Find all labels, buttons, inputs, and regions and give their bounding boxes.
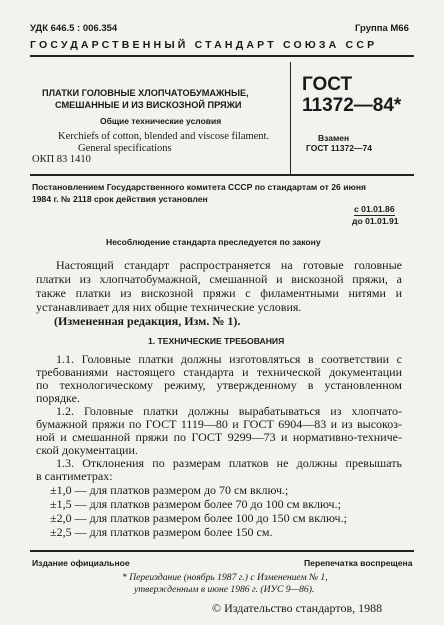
title-ru-line1: ПЛАТКИ ГОЛОВНЫЕ ХЛОПЧАТОБУМАЖНЫЕ, [42, 88, 249, 98]
tolerance-item: ±1,0 — для платков размером до 70 см включ.; [50, 483, 289, 497]
title-en-line1: Kerchiefs of cotton, blended and viscose filament. [58, 131, 270, 142]
title-divider [30, 174, 414, 176]
gost-label: ГОСТ [302, 74, 353, 95]
official-edition: Издание официальное [32, 558, 130, 568]
intro-line: платки из хлопчатобумажной, смешанной и вискозной пряжи, а [36, 272, 402, 286]
intro-line: устанавливает для них общие технические условия. [36, 300, 302, 314]
paragraph-1-1-line: 1.1. Головные платки должны изготовляться в соответствии с [56, 352, 402, 366]
paragraph-1-2-line: бумажной пряжи по ГОСТ 1119—80 и ГОСТ 6904—83 и из высокоз- [36, 417, 402, 431]
decree-line1: Постановлением Государственного комитета СССР по стандартам от 26 июня [32, 182, 367, 192]
decree-line2: 1984 г. № 2118 срок действия установлен [32, 194, 208, 204]
validity-from: с 01.01.86 [354, 204, 395, 214]
subtitle-ru: Общие технические условия [100, 116, 222, 126]
okp-code: ОКП 83 1410 [32, 154, 91, 165]
replaces-value: ГОСТ 11372—74 [306, 143, 372, 153]
reissue-note-line1: * Переиздание (ноябрь 1987 г.) с Изменением № 1, [122, 572, 328, 583]
paragraph-1-2-line: ной и смешанной пряжи по ГОСТ 9299—73 и нормативно-техниче- [36, 430, 402, 444]
legal-warning: Несоблюдение стандарта преследуется по закону [106, 237, 321, 247]
state-standard-heading: ГОСУДАРСТВЕННЫЙ СТАНДАРТ СОЮЗА ССР [30, 39, 378, 51]
amendment-note: (Измененная редакция, Изм. № 1). [54, 314, 241, 328]
paragraph-1-1-line: требованиями настоящего стандарта и технической документации [36, 365, 402, 379]
paragraph-1-1-line: порядке. [36, 391, 80, 405]
title-ru-line2: СМЕШАННЫЕ И ИЗ ВИСКОЗНОЙ ПРЯЖИ [55, 100, 242, 110]
reissue-note-line2: утвержденным в июне 1986 г. (ИУС 9—86). [134, 584, 315, 595]
section-heading: 1. ТЕХНИЧЕСКИЕ ТРЕБОВАНИЯ [148, 336, 285, 346]
title-en-line2: General specifications [78, 143, 172, 154]
validity-to: до 01.01.91 [352, 216, 399, 226]
reprint-prohibited: Перепечатка воспрещена [304, 558, 413, 568]
gost-number: 11372—84* [302, 95, 402, 116]
group-code: Группа М66 [355, 23, 409, 34]
copyright: © Издательство стандартов, 1988 [212, 601, 383, 615]
footer-divider [30, 550, 414, 552]
replaces-label: Взамен [318, 133, 350, 143]
intro-line: также платки из вискозной пряжи с филаментными нитями и [36, 286, 402, 300]
paragraph-1-3-line: в сантиметрах: [36, 469, 113, 483]
paragraph-1-2-line: ской документации. [36, 443, 138, 457]
paragraph-1-2-line: 1.2. Головные платки должны вырабатываться из хлопчато- [56, 404, 402, 418]
tolerance-item: ±2,0 — для платков размером более 100 до 150 см включ.; [50, 511, 347, 525]
title-vertical-divider [290, 62, 292, 174]
paragraph-1-1-line: по технологическому режиму, утвержденному в установленном [36, 378, 402, 392]
header-divider [30, 55, 414, 57]
tolerance-item: ±1,5 — для платков размером более 70 до 100 см включ.; [50, 497, 341, 511]
paragraph-1-3-line: 1.3. Отклонения по размерам платков не должны превышать [56, 456, 402, 470]
tolerance-item: ±2,5 — для платков размером более 150 см. [50, 525, 273, 539]
udk-code: УДК 646.5 : 006.354 [30, 23, 118, 34]
intro-line: Настоящий стандарт распространяется на готовые головные [56, 258, 402, 272]
